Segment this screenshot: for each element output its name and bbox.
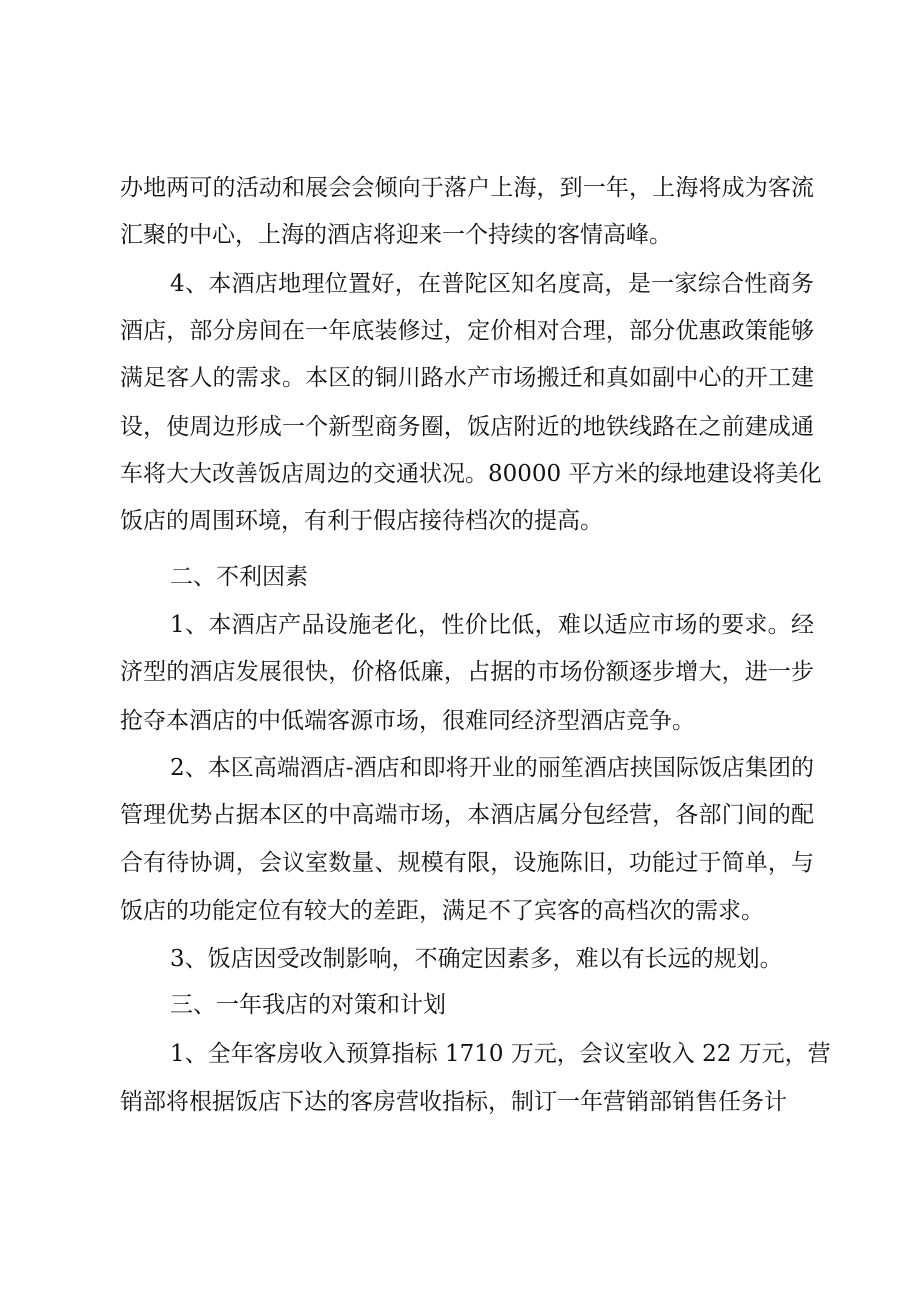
- text-line: 设，使周边形成一个新型商务圈，饭店附近的地铁线路在之前建成通: [120, 414, 814, 440]
- text-line: 饭店的功能定位有较大的差距，满足不了宾客的高档次的需求。: [120, 898, 764, 924]
- text-line: 3、饭店因受改制影响，不确定因素多，难以有长远的规划。: [170, 946, 783, 972]
- text-line: 酒店，部分房间在一年底装修过，定价相对合理，部分优惠政策能够: [120, 318, 814, 344]
- section-heading: 三、一年我店的对策和计划: [170, 992, 446, 1018]
- text-line: 济型的酒店发展很快，价格低廉，占据的市场份额逐步增大，进一步: [120, 659, 814, 685]
- text-line: 合有待协调，会议室数量、规模有限，设施陈旧，功能过于简单，与: [120, 850, 814, 876]
- text-line: 1、全年客房收入预算指标 1710 万元，会议室收入 22 万元，营: [170, 1041, 831, 1067]
- text-line: 办地两可的活动和展会会倾向于落户上海，到一年，上海将成为客流: [120, 175, 814, 201]
- section-heading: 二、不利因素: [170, 564, 308, 590]
- text-line: 饭店的周围环境，有利于假店接待档次的提高。: [120, 508, 603, 534]
- text-line: 销部将根据饭店下达的客房营收指标，制订一年营销部销售任务计: [120, 1089, 787, 1115]
- text-line: 车将大大改善饭店周边的交通状况。80000 平方米的绿地建设将美化: [120, 461, 822, 487]
- text-line: 2、本区高端酒店-酒店和即将开业的丽笙酒店挟国际饭店集团的: [170, 755, 814, 781]
- text-line: 1、本酒店产品设施老化，性价比低，难以适应市场的要求。经: [170, 612, 814, 638]
- text-line: 汇聚的中心，上海的酒店将迎来一个持续的客情高峰。: [120, 222, 672, 248]
- text-line: 4、本酒店地理位置好，在普陀区知名度高，是一家综合性商务: [170, 271, 814, 297]
- text-line: 管理优势占据本区的中高端市场，本酒店属分包经营，各部门间的配: [120, 802, 814, 828]
- text-line: 满足客人的需求。本区的铜川路水产市场搬迁和真如副中心的开工建: [120, 365, 814, 391]
- text-line: 抢夺本酒店的中低端客源市场，很难同经济型酒店竞争。: [120, 708, 695, 734]
